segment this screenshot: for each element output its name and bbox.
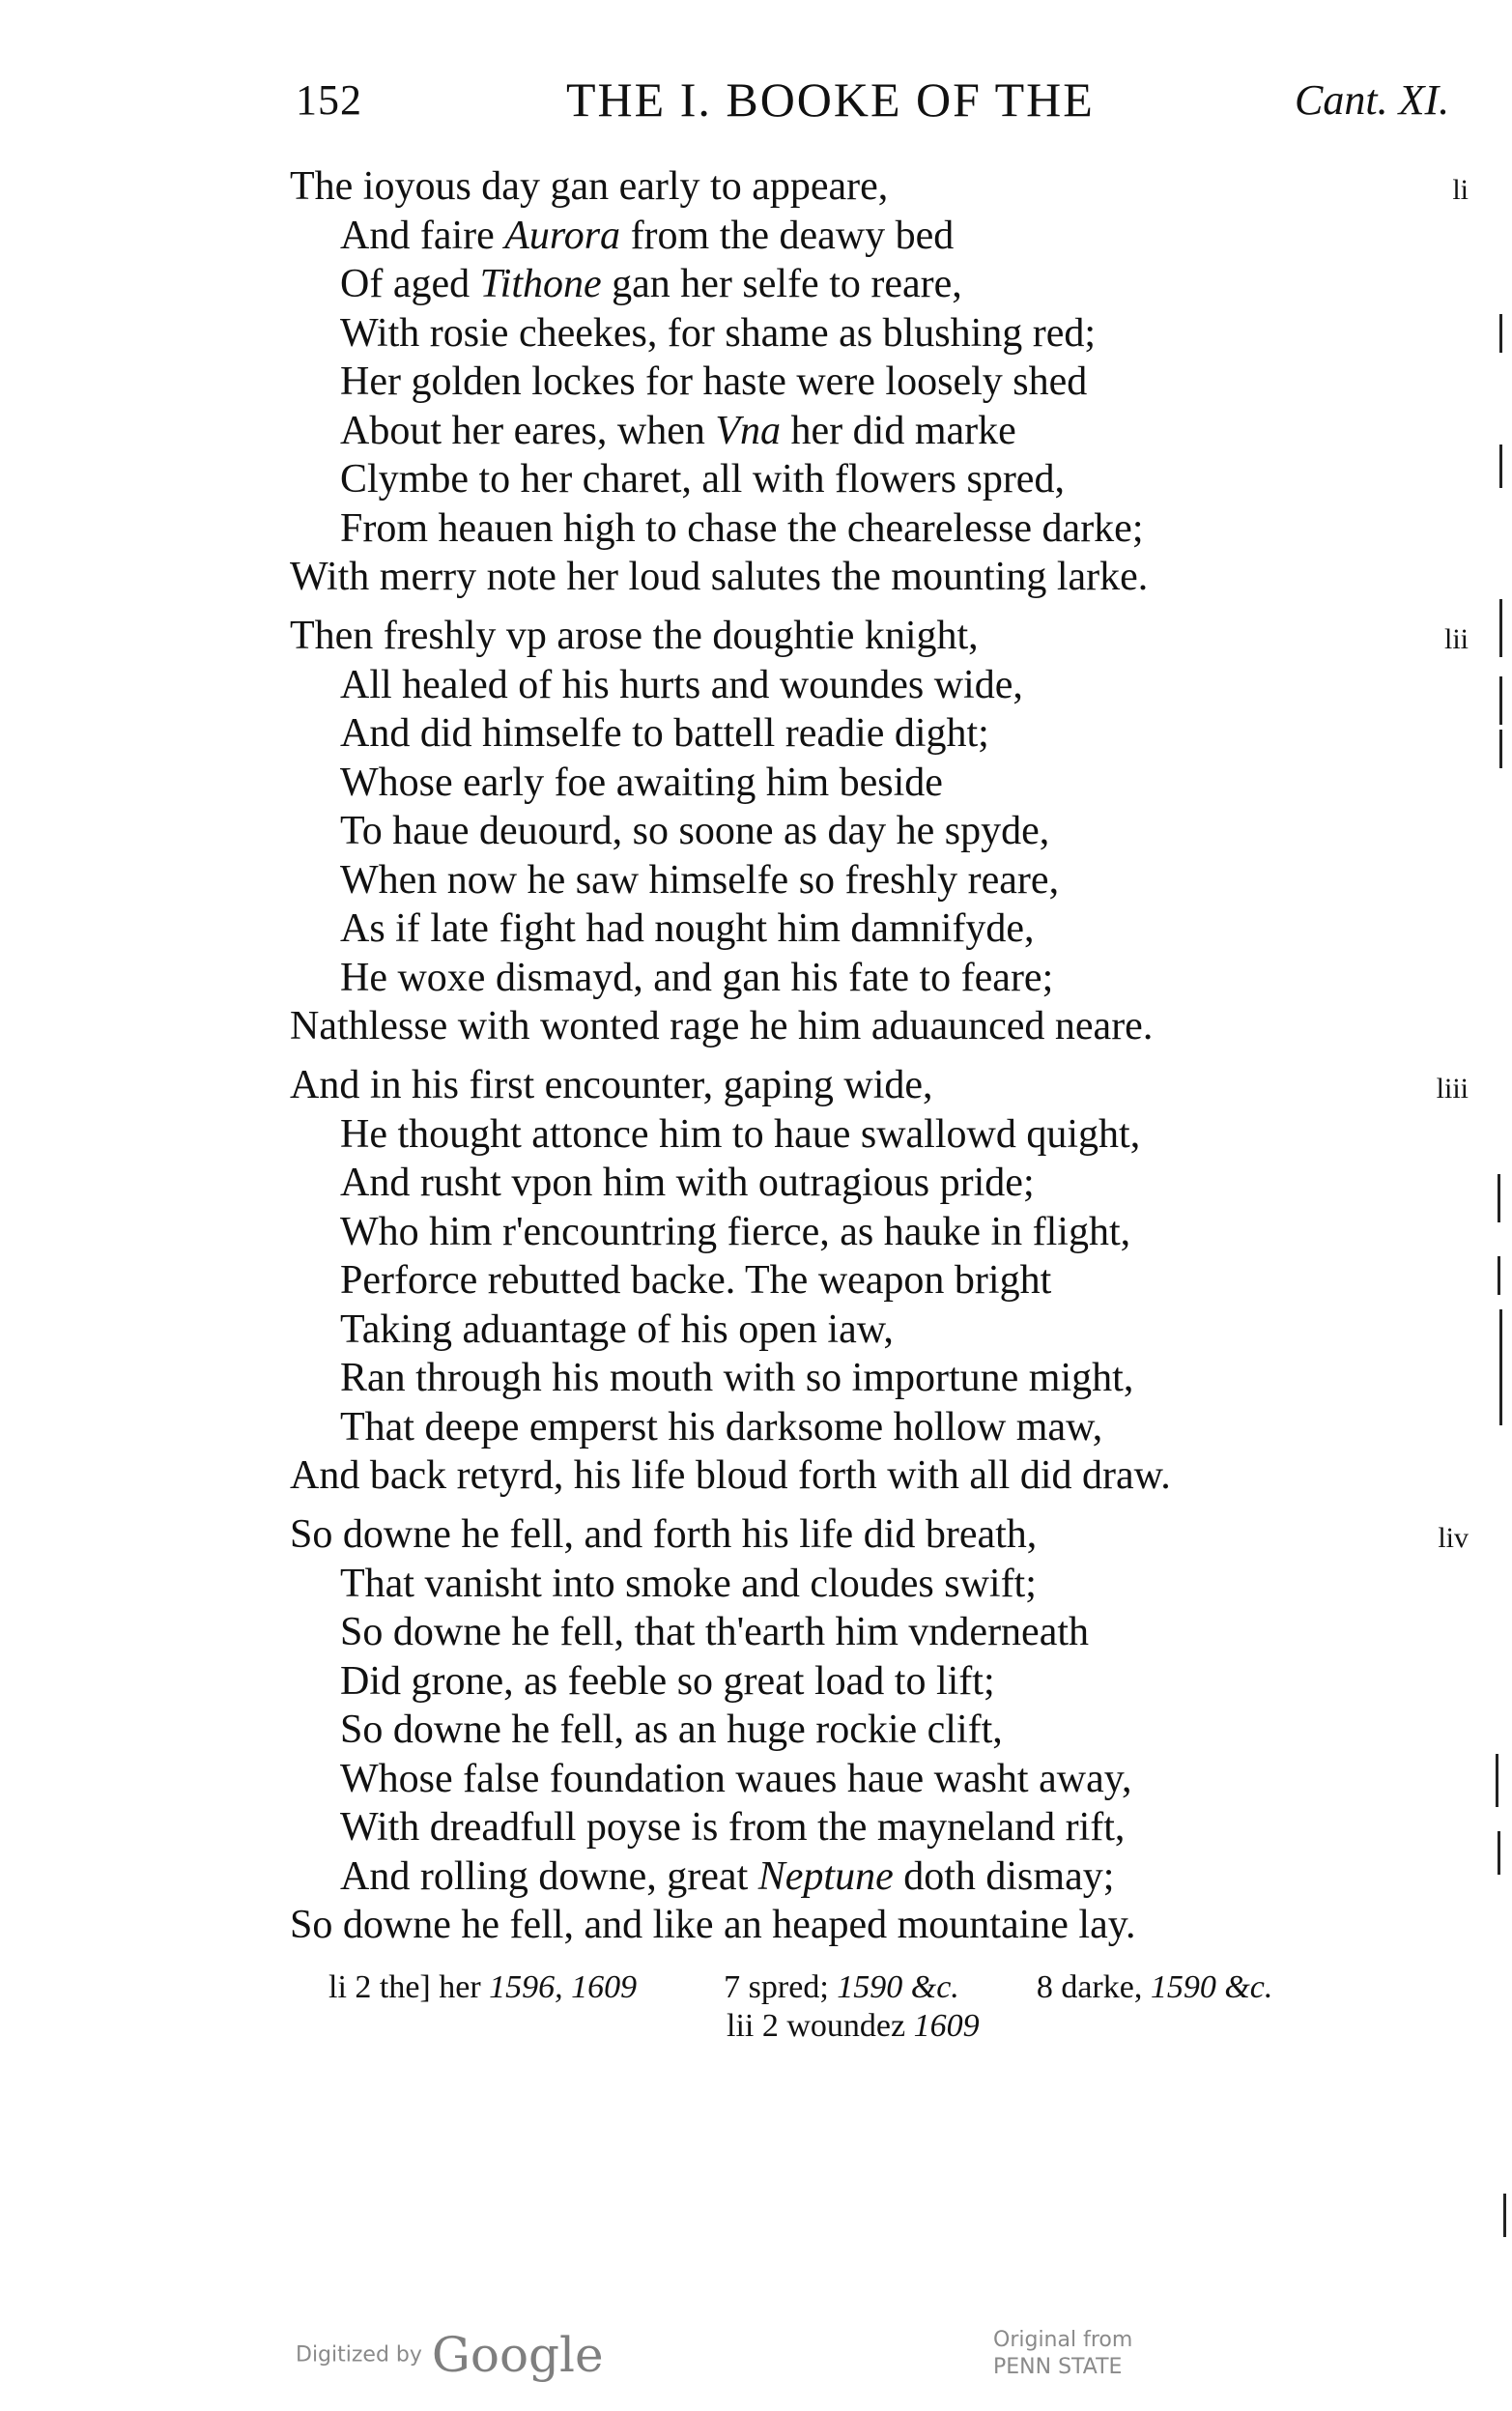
original-from bbox=[993, 2327, 1132, 2381]
original-from-label: Original from bbox=[993, 2328, 1133, 2352]
italic-text: 1590 &c. bbox=[837, 1969, 959, 2005]
verse-line: Whose false foundation waues haue washt away, bbox=[340, 1756, 1132, 1801]
verse-line: With rosie cheekes, for shame as blushing red; bbox=[340, 310, 1097, 356]
stanza-number: liii bbox=[1436, 1073, 1469, 1105]
verse-line: Did grone, as feeble so great load to lift; bbox=[340, 1658, 995, 1704]
verse-line: Nathlesse with wonted rage he him aduaunced neare. bbox=[290, 1004, 1154, 1048]
verse-line: He woxe dismayd, and gan his fate to feare; bbox=[340, 955, 1054, 1000]
digitized-by-google bbox=[296, 2327, 604, 2383]
italic-text: 1609 bbox=[913, 2008, 980, 2044]
verse-line: He thought attonce him to haue swallowd quight, bbox=[340, 1111, 1141, 1157]
verse-line: When now he saw himselfe so freshly reare, bbox=[340, 857, 1060, 903]
italic-text: Tithone bbox=[479, 262, 602, 306]
note-entry: li 2 the] her 1596, 1609 bbox=[328, 1969, 638, 2005]
verse-line: Her golden lockes for haste were loosely shed bbox=[340, 359, 1088, 404]
verse-line: About her eares, when Vna her did marke bbox=[340, 408, 1016, 453]
running-head: THE I. BOOKE OF THE bbox=[566, 72, 1095, 127]
verse-line: Taking aduantage of his open iaw, bbox=[340, 1306, 894, 1352]
margin-mark bbox=[1499, 730, 1502, 768]
margin-mark bbox=[1499, 1309, 1502, 1425]
verse-line: Clymbe to her charet, all with flowers spred, bbox=[340, 457, 1065, 502]
italic-text: 1596, 1609 bbox=[489, 1969, 638, 2005]
verse-line: That deepe emperst his darksome hollow maw, bbox=[340, 1404, 1103, 1449]
stanza bbox=[290, 1510, 1469, 1950]
note-line bbox=[328, 1969, 1272, 2006]
verse-line: And in his first encounter, gaping wide, bbox=[290, 1063, 933, 1107]
google-logo: Google bbox=[431, 2327, 604, 2383]
verse-line: Ran through his mouth with so importune might, bbox=[340, 1356, 1134, 1400]
margin-mark bbox=[1498, 1174, 1500, 1222]
verse-line: And rolling downe, great Neptune doth dismay; bbox=[340, 1853, 1115, 1899]
note-entry: 8 darke, 1590 &c. bbox=[1036, 1969, 1273, 2005]
margin-mark bbox=[1496, 1754, 1498, 1807]
stanza-number: liv bbox=[1438, 1522, 1469, 1554]
italic-text: 1590 &c. bbox=[1150, 1969, 1273, 2005]
verse-line: From heauen high to chase the chearelesse darke; bbox=[340, 505, 1144, 551]
verse-line: Perforce rebutted backe. The weapon bright bbox=[340, 1258, 1052, 1303]
verse-line: To haue deuourd, so soone as day he spyde, bbox=[340, 809, 1050, 853]
verse-line: So downe he fell, and like an heaped mountaine lay. bbox=[290, 1903, 1136, 1947]
verse-line: The ioyous day gan early to appeare, bbox=[290, 164, 889, 209]
verse-line: Then freshly vp arose the doughtie knight, bbox=[290, 614, 979, 658]
margin-mark bbox=[1503, 2194, 1506, 2237]
margin-mark bbox=[1499, 676, 1502, 725]
canto-reference: Cant. XI. bbox=[1295, 76, 1450, 124]
verse-line: So downe he fell, and forth his life did breath, bbox=[290, 1512, 1038, 1557]
verse-line: As if late fight had nought him damnifyde, bbox=[340, 906, 1035, 951]
margin-mark bbox=[1498, 1256, 1500, 1295]
margin-mark bbox=[1498, 1831, 1500, 1875]
stanza bbox=[290, 1061, 1469, 1501]
italic-text: Aurora bbox=[504, 213, 621, 258]
note-entry: lii 2 woundez 1609 bbox=[727, 2008, 980, 2044]
verse-line: Whose early foe awaiting him beside bbox=[340, 760, 943, 805]
verse-line: So downe he fell, that th'earth him vnderneath bbox=[340, 1610, 1090, 1654]
verse-line: All healed of his hurts and woundes wide, bbox=[340, 662, 1023, 707]
stanza-number: lii bbox=[1443, 623, 1469, 655]
verse-line: And rusht vpon him with outragious pride; bbox=[340, 1161, 1035, 1205]
margin-mark bbox=[1499, 445, 1502, 488]
verse-line: And faire Aurora from the deawy bed bbox=[340, 213, 955, 258]
margin-mark bbox=[1499, 314, 1502, 353]
stanza bbox=[290, 612, 1469, 1051]
verse-line: Of aged Tithone gan her selfe to reare, bbox=[340, 262, 962, 306]
digitized-label: Digitized by bbox=[296, 2342, 422, 2368]
verse-line: And did himselfe to battell readie dight; bbox=[340, 711, 989, 756]
verse-line: And back retyrd, his life bloud forth with all did draw. bbox=[290, 1453, 1171, 1498]
note-line bbox=[727, 2008, 980, 2045]
verse-line: With merry note her loud salutes the mounting larke. bbox=[290, 555, 1149, 599]
margin-mark bbox=[1499, 599, 1502, 657]
institution-name: PENN STATE bbox=[993, 2355, 1123, 2379]
italic-text: Vna bbox=[715, 408, 782, 453]
verse-line: Who him r'encountring fierce, as hauke in flight, bbox=[340, 1209, 1131, 1254]
stanza-number: li bbox=[1452, 174, 1469, 206]
verse-line: That vanisht into smoke and cloudes swift; bbox=[340, 1561, 1037, 1606]
page-number: 152 bbox=[296, 76, 362, 124]
italic-text: Neptune bbox=[757, 1853, 894, 1899]
stanza bbox=[290, 162, 1469, 602]
note-entry: 7 spred; 1590 &c. bbox=[724, 1969, 959, 2005]
verse-line: So downe he fell, as an huge rockie clift, bbox=[340, 1708, 1003, 1752]
verse-line: With dreadfull poyse is from the mayneland rift, bbox=[340, 1805, 1126, 1850]
